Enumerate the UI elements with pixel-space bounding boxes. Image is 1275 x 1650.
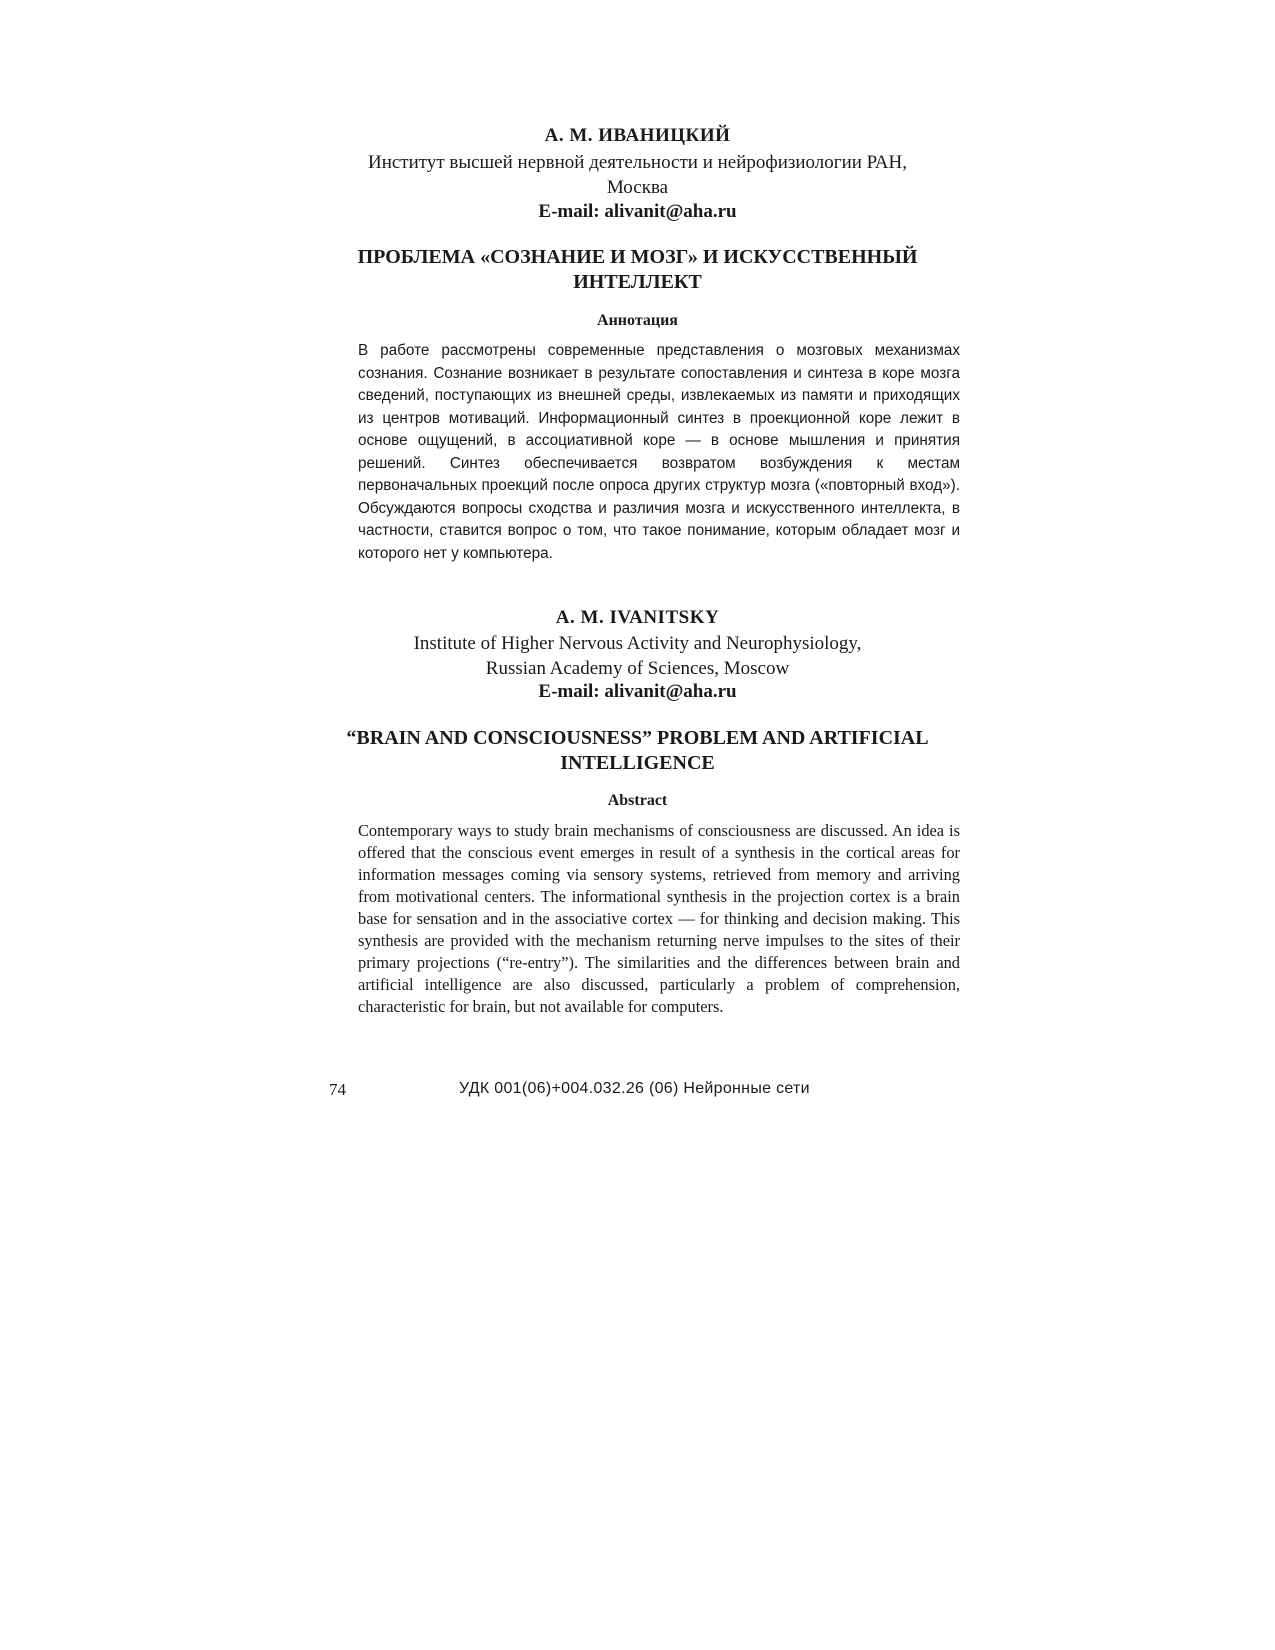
en-abstract-text: Contemporary ways to study brain mechanisms of consciousness are discussed. An idea is offered that the conscious event emerges in result of a synthesis in the cortical areas for information messages coming via sensory systems, retrieved from memory and arriving from motivational centers. The informational synthesis in the projection cortex is a brain base for sensation and in the associative cortex — for thinking and decision making. This synthesis are provided with the mechanism returning nerve impulses to the sites of their primary projections (“re-entry”). The similarities and the differences between brain and artificial intelligence are also discussed, particularly a problem of comprehension, characteristic for brain, but not available for computers. (358, 821, 960, 1016)
page-number: 74 (329, 1080, 346, 1099)
en-title-line1: “BRAIN AND CONSCIOUSNESS” PROBLEM AND ARTIFICIAL (346, 727, 929, 749)
ru-author: А. М. ИВАНИЦКИЙ (544, 125, 731, 146)
ru-title-line2: ИНТЕЛЛЕКТ (573, 271, 702, 293)
en-affiliation-line2: Russian Academy of Sciences, Moscow (485, 658, 790, 679)
udk-footer: УДК 001(06)+004.032.26 (06) Нейронные сети (459, 1080, 810, 1097)
en-email: E-mail: alivanit@aha.ru (538, 681, 737, 702)
en-abstract-heading: Abstract (607, 792, 668, 809)
ru-abstract-heading: Аннотация (597, 312, 678, 329)
ru-affiliation-line1: Институт высшей нервной деятельности и нейрофизиологии РАН, (367, 152, 907, 173)
en-title-line2: INTELLIGENCE (560, 752, 715, 774)
ru-email: E-mail: alivanit@aha.ru (538, 201, 737, 222)
ru-title-line1: ПРОБЛЕМА «СОЗНАНИЕ И МОЗГ» И ИСКУССТВЕННЫЙ (357, 246, 918, 268)
ru-affiliation-line2: Москва (606, 177, 669, 198)
en-author: A. M. IVANITSKY (555, 607, 720, 628)
ru-abstract-text: В работе рассмотрены современные представления о мозговых механизмах сознания. Сознание возникает в результате сопоставления и синтеза в коре мозга сведений, поступающих из внешней среды, извлекаемых из памяти и приходящих из центров мотиваций. Информационный синтез в проекционной коре лежит в основе ощущений, в ассоциативной коре — в основе мышления и принятия решений. Синтез обеспечивается возвратом возбуждения к местам первоначальных проекций после опроса других структур мозга («повторный вход»). Обсуждаются вопросы сходства и различия мозга и искусственного интеллекта, в частности, ставится вопрос о том, что такое понимание, которым обладает мозг и которого нет у компьютера. (358, 342, 960, 562)
en-affiliation-line1: Institute of Higher Nervous Activity and Neurophysiology, (413, 633, 862, 654)
